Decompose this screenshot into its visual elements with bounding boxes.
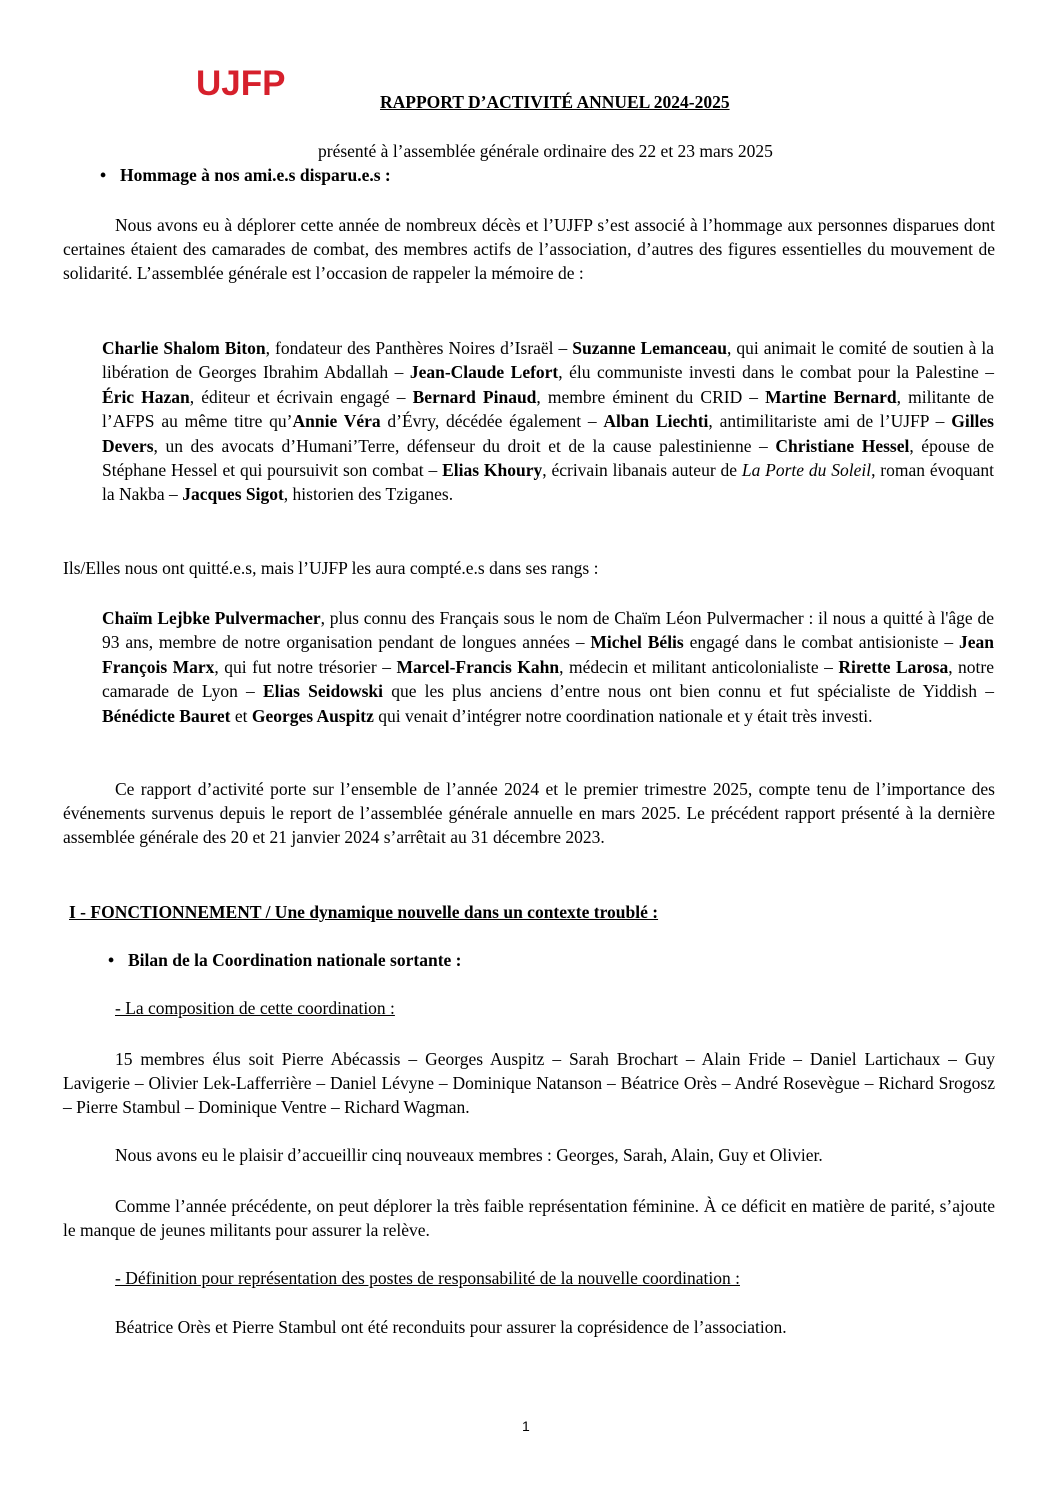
person-name: Chaïm Lejbke Pulvermacher bbox=[102, 608, 321, 628]
person-name: Alban Liechti bbox=[603, 411, 709, 432]
person-name: Bernard Pinaud bbox=[412, 386, 537, 407]
person-description: d’Évry, décédée également – bbox=[380, 411, 604, 432]
composition-heading: - La composition de cette coordination : bbox=[115, 998, 395, 1018]
person-description: , plus connu des Français sous le nom de Chaïm Léon Pulvermacher : il nous a quitté à l'âge de 93 ans, membre de notre organisation pendant de longues années – bbox=[102, 608, 994, 653]
person-description: , médecin et militant anticolonialiste – bbox=[559, 656, 839, 677]
person-description: qui venait d’intégrer notre coordination nationale et y était très investi. bbox=[373, 705, 873, 726]
copresidence-line: Béatrice Orès et Pierre Stambul ont été reconduits pour assurer la coprésidence de l’association. bbox=[115, 1317, 787, 1337]
person-name: Annie Véra bbox=[292, 411, 381, 432]
person-description: , militante de l’AFPS au même titre qu’ bbox=[102, 386, 994, 432]
book-title: La Porte du Soleil bbox=[741, 460, 872, 481]
person-description: , fondateur des Panthères Noires d’Israël – bbox=[265, 338, 573, 358]
page-number: 1 bbox=[522, 1418, 530, 1434]
person-name: Christiane Hessel bbox=[775, 435, 910, 456]
tribute-heading-text: Hommage à nos ami.e.s disparu.e.s : bbox=[120, 165, 391, 185]
definition-heading: - Définition pour représentation des postes de responsabilité de la nouvelle coordination : bbox=[115, 1268, 740, 1288]
person-description: que les plus anciens d’entre nous ont bien connu et fut spécialiste de Yiddish – bbox=[383, 681, 994, 702]
person-description: , écrivain libanais auteur de bbox=[542, 460, 742, 481]
memorial-list-1 bbox=[102, 336, 994, 507]
person-description: , antimilitariste ami de l’UJFP – bbox=[708, 411, 952, 432]
person-name: Jean-Claude Lefort bbox=[409, 362, 559, 383]
coordination-heading-text: Bilan de la Coordination nationale sortante : bbox=[128, 950, 462, 970]
section-heading: I - FONCTIONNEMENT / Une dynamique nouvelle dans un contexte troublé : bbox=[69, 902, 659, 922]
person-description: , éditeur et écrivain engagé – bbox=[189, 386, 413, 407]
person-name: Suzanne Lemanceau bbox=[572, 338, 728, 358]
bullet-icon: • bbox=[108, 950, 115, 970]
parity-paragraph: Comme l’année précédente, on peut déplorer la très faible représentation féminine. À ce déficit en matière de parité, s’ajoute le manque de jeunes militants pour assurer la relève. bbox=[63, 1196, 995, 1240]
tribute-heading bbox=[100, 165, 391, 186]
person-name: Rirette Larosa bbox=[838, 656, 949, 677]
ujfp-logo bbox=[196, 66, 285, 101]
bullet-icon: • bbox=[100, 165, 107, 185]
members-paragraph: 15 membres élus soit Pierre Abécassis – Georges Auspitz – Sarah Brochart – Alain Fride – Daniel Lartichaux – Guy Lavigerie – Olivier Lek-Lafferrière – Daniel Lévyne – Dominique Natanson – Béatrice Orès – André Rosevègue – Richard Srogosz – Pierre Stambul – Dominique Ventre – Richard Wagman. bbox=[63, 1049, 995, 1117]
person-description: , membre éminent du CRID – bbox=[536, 386, 766, 407]
new-members-line: Nous avons eu le plaisir d’accueillir cinq nouveaux membres : Georges, Sarah, Alain, Guy et Olivier. bbox=[115, 1145, 823, 1165]
person-name: Jacques Sigot bbox=[182, 484, 284, 505]
transition-line: Ils/Elles nous ont quitté.e.s, mais l’UJFP les aura compté.e.s dans ses rangs : bbox=[63, 558, 599, 578]
person-name: Charlie Shalom Biton bbox=[102, 338, 266, 358]
report-title: RAPPORT D’ACTIVITÉ ANNUEL 2024-2025 bbox=[380, 92, 730, 112]
person-description: , qui animait le comité de soutien à la libération de Georges Ibrahim Abdallah – bbox=[102, 338, 995, 383]
person-description: , un des avocats d’Humani’Terre, défenseur du droit et de la cause palestinienne – bbox=[153, 435, 776, 456]
person-name: Jean François Marx bbox=[102, 632, 994, 677]
person-name: Martine Bernard bbox=[765, 386, 897, 407]
person-description: , historien des Tziganes. bbox=[283, 484, 454, 505]
report-subtitle: présenté à l’assemblée générale ordinaire des 22 et 23 mars 2025 bbox=[318, 141, 773, 161]
person-name: Gilles Devers bbox=[102, 411, 994, 456]
person-description: , notre camarade de Lyon – bbox=[102, 656, 995, 702]
person-name: Georges Auspitz bbox=[251, 705, 374, 726]
person-description: , élu communiste investi dans le combat pour la Palestine – bbox=[558, 362, 994, 383]
report-scope-paragraph: Ce rapport d’activité porte sur l’ensemble de l’année 2024 et le premier trimestre 2025, compte tenu de l’importance des événements survenus depuis le report de l’assemblée générale annuelle en mars 2025. Le précédent rapport présenté à la dernière assemblée générale des 20 et 21 janvier 2024 s’arrêtait au 31 décembre 2023. bbox=[63, 779, 995, 847]
person-description: , épouse de Stéphane Hessel et qui poursuivit son combat – bbox=[102, 435, 995, 481]
memorial-list-2 bbox=[102, 606, 994, 728]
logo-text: UJFP bbox=[196, 64, 286, 103]
person-name: Elias Khoury bbox=[442, 460, 543, 481]
intro-paragraph: Nous avons eu à déplorer cette année de nombreux décès et l’UJFP s’est associé à l’hommage aux personnes disparues dont certaines étaient des camarades de combat, des membres actifs de l’association, d’autres des figures essentielles du mouvement de solidarité. L’assemblée générale est l’occasion de rappeler la mémoire de : bbox=[63, 215, 995, 283]
person-description-continued: , roman évoquant la Nakba – bbox=[102, 460, 995, 505]
person-description: , qui fut notre trésorier – bbox=[214, 656, 397, 677]
person-name: Elias Seidowski bbox=[263, 681, 384, 702]
person-name: Michel Bélis bbox=[590, 632, 684, 653]
person-description: et bbox=[230, 705, 252, 726]
person-name: Éric Hazan bbox=[102, 386, 190, 407]
person-name: Marcel-Francis Kahn bbox=[396, 656, 560, 677]
person-name: Bénédicte Bauret bbox=[102, 705, 231, 726]
coordination-heading bbox=[108, 950, 462, 971]
person-description: engagé dans le combat antisioniste – bbox=[683, 632, 959, 653]
